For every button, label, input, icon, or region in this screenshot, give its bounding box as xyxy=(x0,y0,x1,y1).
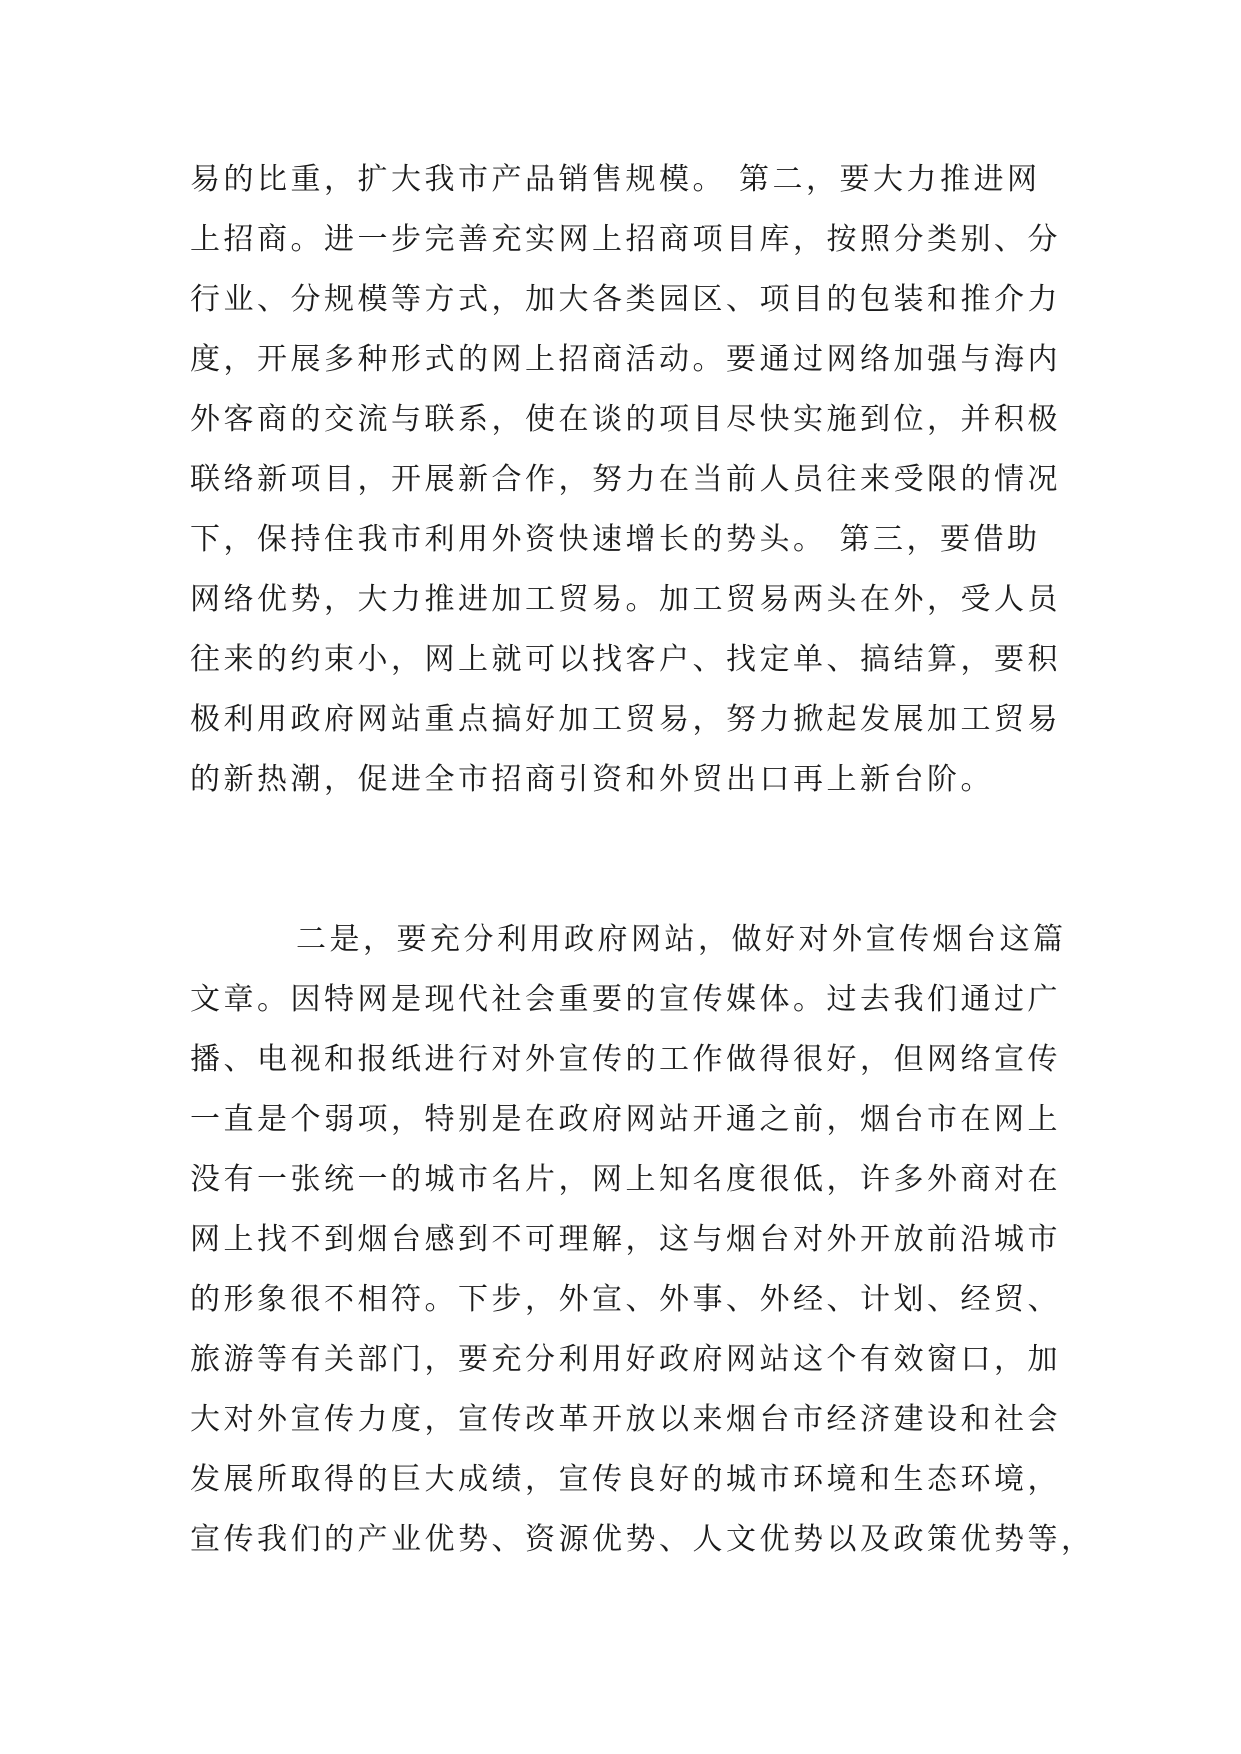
paragraph-1-line-5: 外客商的交流与联系，使在谈的项目尽快实施到位，并积极 xyxy=(190,402,1061,437)
paragraph-1-line-4: 度，开展多种形式的网上招商活动。要通过网络加强与海内 xyxy=(190,342,1061,377)
paragraph-1-line-9: 往来的约束小，网上就可以找客户、找定单、搞结算，要积 xyxy=(190,642,1061,677)
paragraph-1-line-1: 易的比重，扩大我市产品销售规模。 第二，要大力推进网 xyxy=(190,162,1041,197)
paragraph-2-line-11: 宣传我们的产业优势、资源优势、人文优势以及政策优势等， xyxy=(190,1522,1095,1557)
paragraph-2-line-10: 发展所取得的巨大成绩，宣传良好的城市环境和生态环境， xyxy=(190,1462,1061,1497)
paragraph-1-line-11: 的新热潮，促进全市招商引资和外贸出口再上新台阶。 xyxy=(190,762,994,797)
paragraph-1-line-3: 行业、分规模等方式，加大各类园区、项目的包装和推介力 xyxy=(190,282,1061,317)
paragraph-1-line-8: 网络优势，大力推进加工贸易。加工贸易两头在外，受人员 xyxy=(190,582,1061,617)
paragraph-2-line-6: 网上找不到烟台感到不可理解，这与烟台对外开放前沿城市 xyxy=(190,1222,1061,1257)
paragraph-2-line-7: 的形象很不相符。下步，外宣、外事、外经、计划、经贸、 xyxy=(190,1282,1061,1317)
paragraph-2-line-8: 旅游等有关部门，要充分利用好政府网站这个有效窗口，加 xyxy=(190,1342,1061,1377)
paragraph-2-line-4: 一直是个弱项，特别是在政府网站开通之前，烟台市在网上 xyxy=(190,1102,1061,1137)
paragraph-1-line-6: 联络新项目，开展新合作，努力在当前人员往来受限的情况 xyxy=(190,462,1061,497)
paragraph-2-line-5: 没有一张统一的城市名片，网上知名度很低，许多外商对在 xyxy=(190,1162,1061,1197)
paragraph-2-line-1: 二是，要充分利用政府网站，做好对外宣传烟台这篇 xyxy=(296,922,1067,957)
paragraph-1-line-10: 极利用政府网站重点搞好加工贸易，努力掀起发展加工贸易 xyxy=(190,702,1061,737)
paragraph-2-line-9: 大对外宣传力度，宣传改革开放以来烟台市经济建设和社会 xyxy=(190,1402,1061,1437)
paragraph-2-line-2: 文章。因特网是现代社会重要的宣传媒体。过去我们通过广 xyxy=(190,982,1061,1017)
paragraph-1-line-2: 上招商。进一步完善充实网上招商项目库，按照分类别、分 xyxy=(190,222,1061,257)
paragraph-1-line-7: 下，保持住我市利用外资快速增长的势头。 第三，要借助 xyxy=(190,522,1041,557)
paragraph-2-line-3: 播、电视和报纸进行对外宣传的工作做得很好，但网络宣传 xyxy=(190,1042,1061,1077)
